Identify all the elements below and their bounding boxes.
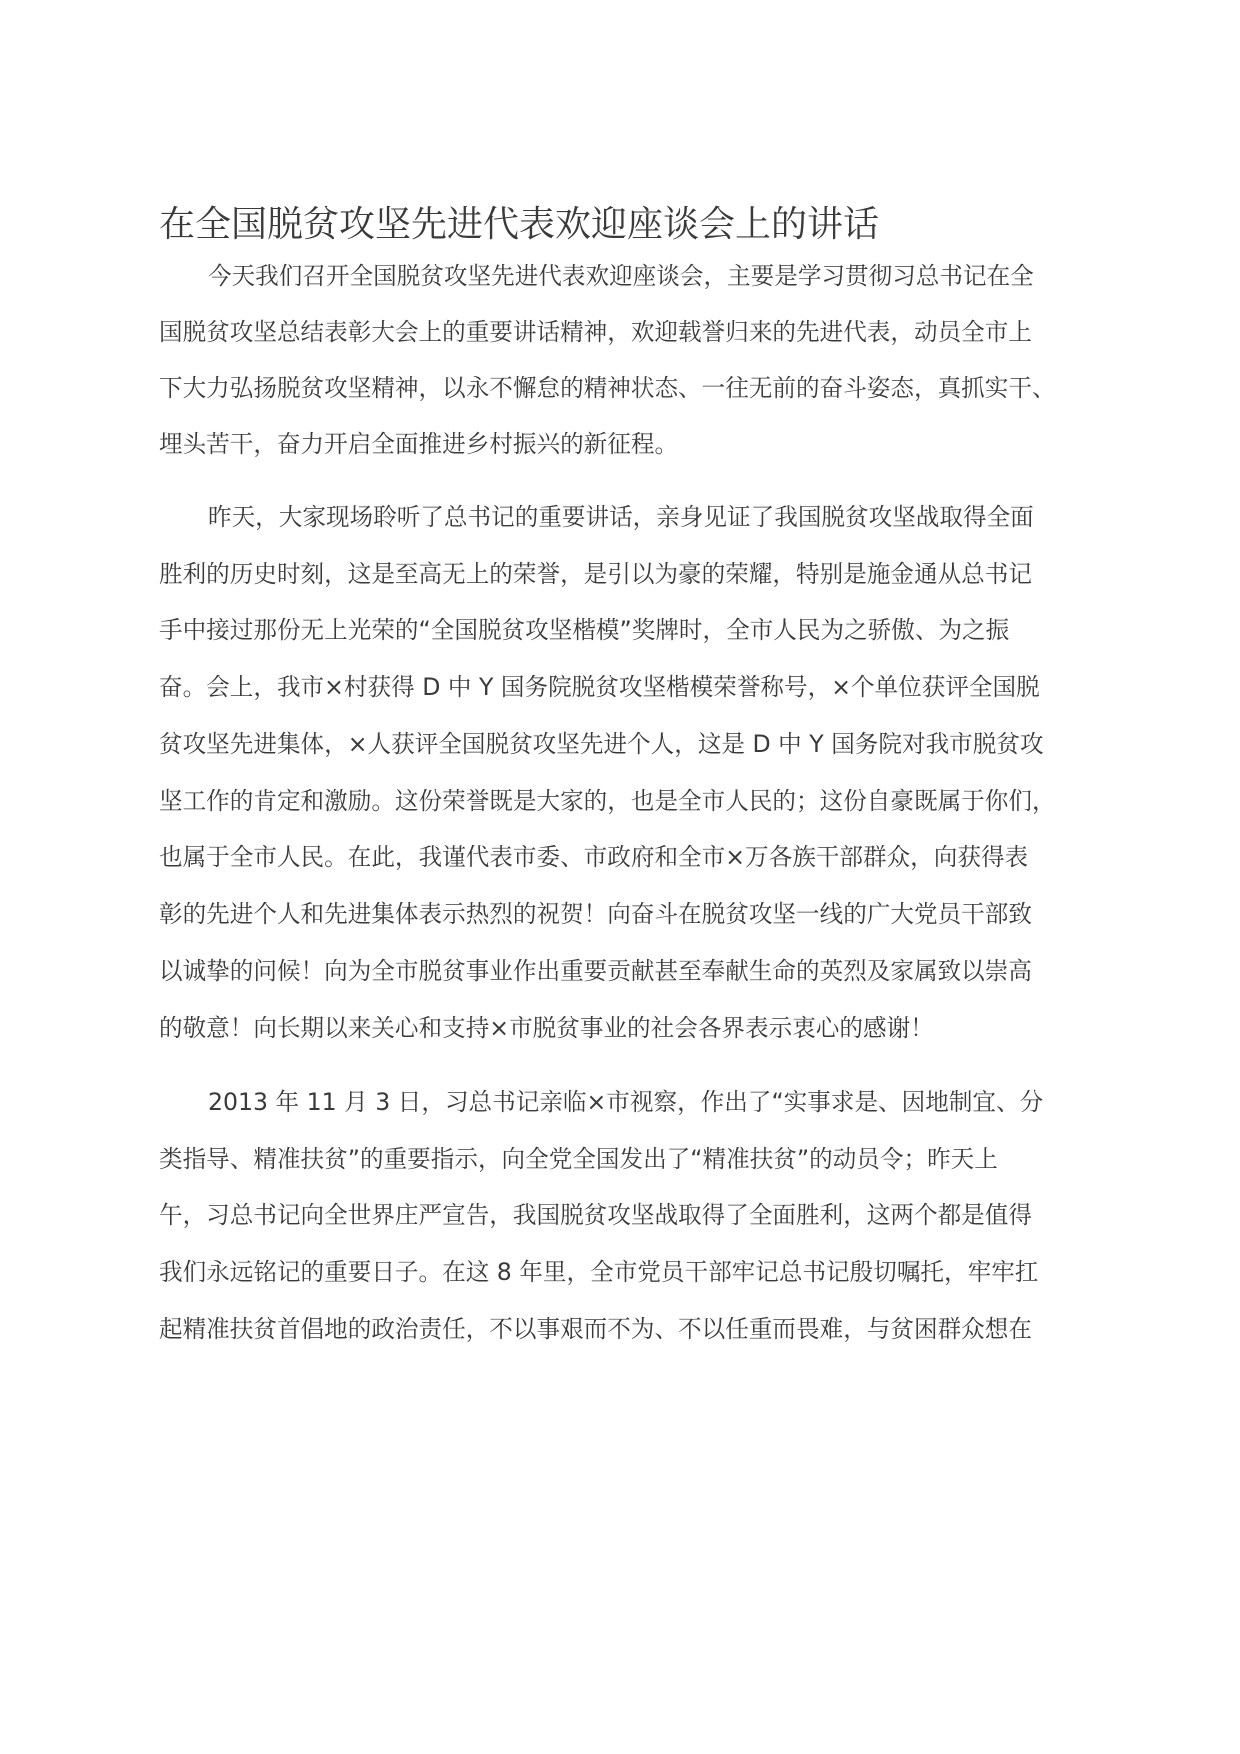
paragraph-2-line-1: 昨天，大家现场聆听了总书记的重要讲话，亲身见证了我国脱贫攻坚战取得全面 xyxy=(208,503,1034,531)
paragraph-3-line-3: 午，习总书记向全世界庄严宣告，我国脱贫攻坚战取得了全面胜利，这两个都是值得 xyxy=(159,1201,1032,1229)
paragraph-1-line-2: 国脱贫攻坚总结表彰大会上的重要讲话精神，欢迎载誉归来的先进代表，动员全市上 xyxy=(159,318,1032,346)
paragraph-2-line-8: 彰的先进个人和先进集体表示热烈的祝贺！向奋斗在脱贫攻坚一线的广大党员干部致 xyxy=(159,900,1032,928)
paragraph-1-line-4: 埋头苦干，奋力开启全面推进乡村振兴的新征程。 xyxy=(159,430,679,458)
paragraph-2-line-9: 以诚挚的问候！向为全市脱贫事业作出重要贡献甚至奉献生命的英烈及家属致以崇高 xyxy=(159,957,1032,985)
paragraph-2-line-6: 坚工作的肯定和激励。这份荣誉既是大家的，也是全市人民的；这份自豪既属于你们， xyxy=(159,787,1056,815)
paragraph-3-line-5: 起精准扶贫首倡地的政治责任，不以事艰而不为、不以任重而畏难，与贫困群众想在 xyxy=(159,1315,1032,1343)
paragraph-2-line-3: 手中接过那份无上光荣的“全国脱贫攻坚楷模”奖牌时，全市人民为之骄傲、为之振 xyxy=(159,616,1010,644)
document-title: 在全国脱贫攻坚先进代表欢迎座谈会上的讲话 xyxy=(159,204,880,245)
paragraph-3-line-1: 2013 年 11 月 3 日，习总书记亲临×市视察，作出了“实事求是、因地制宜、分 xyxy=(208,1088,1044,1116)
paragraph-1-line-1: 今天我们召开全国脱贫攻坚先进代表欢迎座谈会，主要是学习贯彻习总书记在全 xyxy=(208,262,1034,290)
paragraph-2-line-10: 的敬意！向长期以来关心和支持×市脱贫事业的社会各界表示衷心的感谢！ xyxy=(159,1014,934,1042)
paragraph-2-line-4: 奋。会上，我市×村获得 D 中 Y 国务院脱贫攻坚楷模荣誉称号，×个单位获评全国脱 xyxy=(159,673,1040,701)
paragraph-2-line-5: 贫攻坚先进集体，×人获评全国脱贫攻坚先进个人，这是 D 中 Y 国务院对我市脱贫攻 xyxy=(159,730,1044,758)
paragraph-2-line-2: 胜利的历史时刻，这是至高无上的荣誉，是引以为豪的荣耀，特别是施金通从总书记 xyxy=(159,560,1032,588)
paragraph-3-line-2: 类指导、精准扶贫”的重要指示，向全党全国发出了“精准扶贫”的动员令；昨天上 xyxy=(159,1145,998,1173)
paragraph-2-line-7: 也属于全市人民。在此，我谨代表市委、市政府和全市×万各族干部群众，向获得表 xyxy=(159,843,1029,871)
paragraph-1-line-3: 下大力弘扬脱贫攻坚精神，以永不懈怠的精神状态、一往无前的奋斗姿态，真抓实干、 xyxy=(159,374,1056,402)
paragraph-3-line-4: 我们永远铭记的重要日子。在这 8 年里，全市党员干部牢记总书记殷切嘱托，牢牢扛 xyxy=(159,1258,1039,1286)
